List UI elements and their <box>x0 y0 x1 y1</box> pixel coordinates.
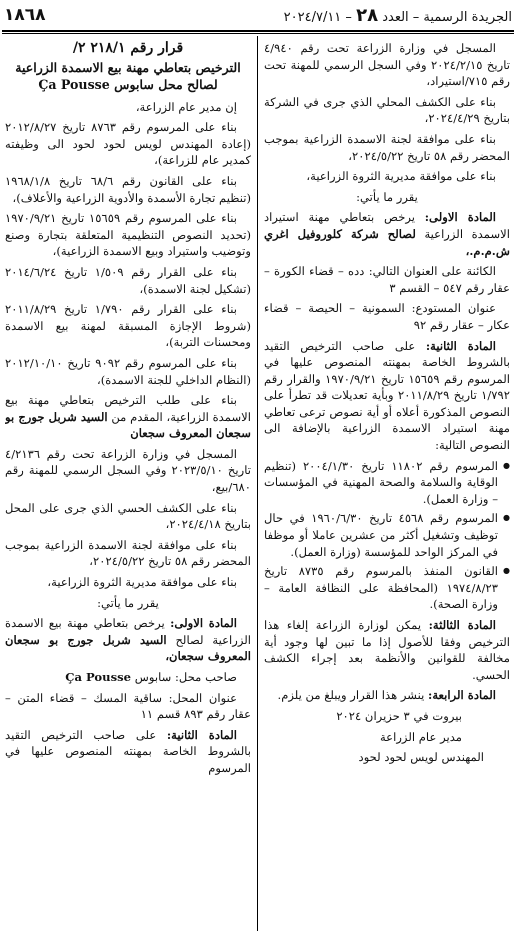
list-item: ● المرسوم رقم ١١٨٠٢ تاريخ ٢٠٠٤/١/٣٠ (تنظيم الوقاية والسلامة والصحة المهنية في المؤسسات – وزارة العمل). <box>264 458 498 508</box>
warehouse-address: عنوان المستودع: السمونية – الحيصة – قضاء عكار – عقار رقم ٩٢ <box>264 301 510 332</box>
article-text: يرخص بتعاطي مهنة استيراد الاسمدة الزراعية <box>264 210 510 241</box>
article-text: يمكن لوزارة الزراعة إلغاء هذا الترخيص وفقا للأصول إذا ما تبين لها وجود أية مخالفة للقوانين والأنظمة بعد إجراء الكشف الحسي. <box>264 618 510 682</box>
paragraph: بناء على القانون رقم ٦٨/٦ تاريخ ١٩٦٨/١/٨ (تنظيم تجارة الأسمدة والأدوية الزراعية والأعلاف)، <box>5 173 251 205</box>
header-rule-thin <box>2 33 514 34</box>
paragraph: المسجل في وزارة الزراعة تحت رقم ٤/٢١٣٦ تاريخ ٢٠٢٣/٥/١٠ وفي السجل الرسمي للمهنة رقم ٦٨٠/بيع، <box>5 446 251 495</box>
licensee-name: السيد شربل جورج بو سجعان المعروف سجعان، <box>5 632 251 664</box>
article-text: على صاحب الترخيص التقيد بالشروط الخاصة بمهنته المنصوص عليها في المرسوم <box>5 727 251 775</box>
article-label: المادة الثالثة: <box>428 618 496 632</box>
paragraph: المسجل في وزارة الزراعة تحت رقم ٤/٩٤٠ تاريخ ٢٠٢٤/٢/١٥ وفي السجل الرسمي للمهنة تحت رقم ٧١٥/استيراد، <box>264 41 510 89</box>
paragraph: بناء على موافقة لجنة الاسمدة الزراعية بموجب المحضر رقم ٥٨ تاريخ ٢٠٢٤/٥/٢٢، <box>5 537 251 569</box>
shop-address: عنوان المحل: ساقية المسك – قضاء المتن – عقار رقم ٨٩٣ قسم ١١ <box>5 690 251 722</box>
paragraph: بناء على المرسوم رقم ٨٧٦٣ تاريخ ٢٠١٢/٨/٢٧ (إعادة المهندس لويس لحود لحود الى وظيفته كمدير عام للزراعة)، <box>5 120 251 168</box>
signer-title: مدير عام الزراعة <box>379 729 462 744</box>
gazette-masthead <box>284 5 512 26</box>
shop-label: صاحب محل: سابوس <box>134 670 237 684</box>
article-1 <box>264 209 510 259</box>
article-1 <box>5 615 251 665</box>
regulations-list <box>264 458 510 613</box>
article-text: ينشر هذا القرار ويبلغ من يلزم. <box>277 688 425 703</box>
place-date: بيروت في ٣ حزيران ٢٠٢٤ <box>336 708 462 723</box>
issue-date: – ٢٠٢٤/٧/١١ <box>283 9 352 25</box>
column-divider <box>257 36 258 931</box>
page-number: ١٨٦٨ <box>4 5 46 25</box>
decides-heading: يقرر ما يأتي: <box>356 189 418 204</box>
signer-name: المهندس لويس لحود لحود <box>358 750 484 765</box>
article-label: المادة الاولى: <box>170 616 238 631</box>
company-name: لصالح شركة كلوروفيل اغري ش.م.م.، <box>264 226 510 258</box>
company-address: الكائنة على العنوان التالي: دده – قضاء الكورة – عقار رقم ٥٤٧ – القسم ٣ <box>264 264 510 295</box>
article-text: على صاحب الترخيص التقيد بالشروط الخاصة بمهنته المنصوص عليها في المرسوم رقم ١٥٦٥٩ تاريخ ١٩٧٠/٩/٢١ والقرار رقم ١/٧٩٢ تاريخ ٢٠١١/٨/٢٩ وبأية تعديلات قد تطرأ على النصوص المذكورة أعلاه أو أية نصوص ترعى تعاطي مهنة استيراد الاسمدة الزراعية بالإضافة الى النصوص التالية: <box>264 338 510 453</box>
shop-owner <box>5 669 251 686</box>
paragraph: بناء على القرار رقم ١/٥٠٩ تاريخ ٢٠١٤/٦/٢٤ (تشكيل لجنة الاسمدة)، <box>5 264 251 296</box>
applicant-name: السيد شربل جورج بو سجعان المعروف سجعان <box>5 409 251 441</box>
article-label: المادة الرابعة: <box>428 688 496 703</box>
paragraph: بناء على القرار رقم ١/٧٩٠ تاريخ ٢٠١١/٨/٢٩ (شروط الإجازة المسبقة لمهنة بيع الاسمدة ومحسنات التربة)، <box>5 302 251 350</box>
paragraph <box>5 392 251 442</box>
article-3 <box>264 617 510 683</box>
article-2 <box>264 338 510 454</box>
article-label: المادة الثانية: <box>166 727 238 742</box>
paragraph: بناء على الكشف المحلي الذي جرى في الشركة بتاريخ ٢٠٢٤/٤/٢٩، <box>264 94 510 126</box>
page-header <box>0 2 516 28</box>
paragraph: بناء على الكشف الحسي الذي جرى على المحل بتاريخ ٢٠٢٤/٤/١٨، <box>5 500 251 532</box>
article-label: المادة الثانية: <box>425 338 497 353</box>
subtitle-line: الترخيص بتعاطي مهنة بيع الاسمدة الزراعية <box>15 59 241 75</box>
right-column <box>264 40 510 930</box>
intro: إن مدير عام الزراعة، <box>135 99 237 114</box>
header-rule <box>2 30 514 32</box>
paragraph: بناء على المرسوم رقم ٩٠٩٢ تاريخ ٢٠١٢/١٠/١٠ (النظام الداخلي للجنة الاسمدة)، <box>5 355 251 387</box>
gazette-name: الجريدة الرسمية – العدد <box>382 9 512 25</box>
left-column <box>5 40 251 930</box>
article-2 <box>5 727 251 777</box>
article-text: يرخص بتعاطي مهنة بيع الاسمدة الزراعية لصالح <box>5 616 251 647</box>
paragraph: بناء على المرسوم رقم ١٥٦٥٩ تاريخ ١٩٧٠/٩/٢١ (تحديد النصوص التنظيمية المتعلقة بتجارة وصنع وتوضيب واستيراد وبيع الاسمدة الزراعية)، <box>5 211 251 259</box>
paragraph: بناء على موافقة مديرية الثروة الزراعية، <box>47 575 237 590</box>
article-4 <box>264 687 510 704</box>
paragraph: بناء على موافقة مديرية الثروة الزراعية، <box>306 169 496 184</box>
list-item: ● القانون المنفذ بالمرسوم رقم ٨٧٣٥ تاريخ ١٩٧٤/٨/٢٣ (المحافظة على النظافة العامة – وزارة الصحة). <box>264 563 498 613</box>
article-label: المادة الاولى: <box>424 210 497 225</box>
paragraph-text: بناء على طلب الترخيص بتعاطي مهنة بيع الاسمدة الزراعية، المقدم من <box>5 393 251 424</box>
decision-subtitle <box>5 59 251 93</box>
issue-number: ٢٨ <box>356 4 379 26</box>
shop-latin-name: Ça Pousse <box>65 670 132 684</box>
decision-title: قرار رقم ٢١٨/١ ٢/ <box>72 40 184 56</box>
paragraph: بناء على موافقة لجنة الاسمدة الزراعية بموجب المحضر رقم ٥٨ تاريخ ٢٠٢٤/٥/٢٢، <box>264 131 510 163</box>
subtitle-line: لصالح محل سابوس Ça Pousse <box>38 76 218 92</box>
decides-heading: يقرر ما يأتي: <box>97 595 159 610</box>
list-item: ● المرسوم رقم ٤٥٦٨ تاريخ ١٩٦٠/٦/٣٠ في حال توظيف وتشغيل أكثر من عشرين عاملا أو موظفا في المركز الواحد للمؤسسة (وزارة العمل). <box>264 510 498 560</box>
